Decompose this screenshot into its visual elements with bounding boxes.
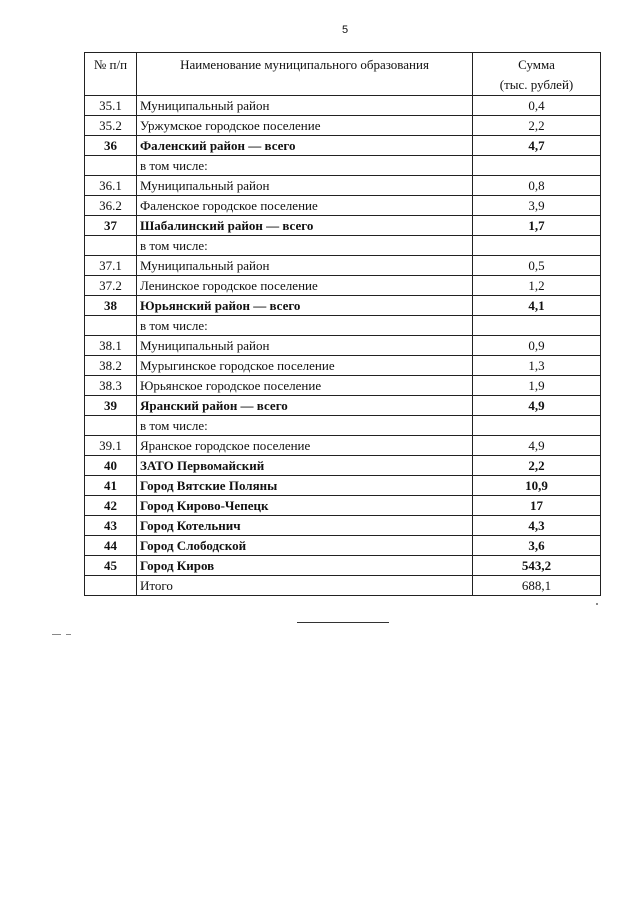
row-sum: 10,9 [473, 476, 601, 496]
table-row [85, 556, 601, 576]
row-sum: 4,9 [473, 436, 601, 456]
table-row [85, 496, 601, 516]
row-number: 37.1 [85, 256, 137, 276]
row-sum [473, 156, 601, 176]
row-municipality: ЗАТО Первомайский [137, 456, 473, 476]
table-row [85, 276, 601, 296]
row-sum [473, 236, 601, 256]
row-number: 38.1 [85, 336, 137, 356]
table-row [85, 356, 601, 376]
row-municipality: Мурыгинское городское поселение [137, 356, 473, 376]
row-number: 37.2 [85, 276, 137, 296]
row-sum: 3,6 [473, 536, 601, 556]
row-number [85, 236, 137, 256]
scan-mark [66, 634, 71, 635]
table-row [85, 336, 601, 356]
row-number: 38.2 [85, 356, 137, 376]
row-municipality: Муниципальный район [137, 336, 473, 356]
header-sum [473, 53, 601, 96]
scan-mark [596, 603, 598, 605]
row-sum: 0,8 [473, 176, 601, 196]
row-sum [473, 316, 601, 336]
row-municipality: Ленинское городское поселение [137, 276, 473, 296]
row-sum: 2,2 [473, 116, 601, 136]
header-municipality: Наименование муниципального образования [137, 53, 473, 96]
table-row [85, 96, 601, 116]
closing-rule [297, 622, 389, 623]
row-number: 39.1 [85, 436, 137, 456]
row-municipality: Муниципальный район [137, 96, 473, 116]
row-number [85, 156, 137, 176]
row-municipality: Фаленский район — всего [137, 136, 473, 156]
row-municipality: Муниципальный район [137, 256, 473, 276]
row-municipality: в том числе: [137, 236, 473, 256]
row-sum: 4,3 [473, 516, 601, 536]
row-number: 38.3 [85, 376, 137, 396]
row-sum: 4,1 [473, 296, 601, 316]
row-municipality: Город Котельнич [137, 516, 473, 536]
row-municipality: Яранское городское поселение [137, 436, 473, 456]
header-sum-label: Сумма [518, 57, 555, 72]
table-row [85, 536, 601, 556]
row-sum: 0,4 [473, 96, 601, 116]
row-sum: 688,1 [473, 576, 601, 596]
row-sum: 1,7 [473, 216, 601, 236]
row-sum: 0,5 [473, 256, 601, 276]
table-header-row [85, 53, 601, 96]
table-row [85, 436, 601, 456]
row-number: 35.1 [85, 96, 137, 116]
row-municipality: Город Вятские Поляны [137, 476, 473, 496]
row-municipality: Муниципальный район [137, 176, 473, 196]
table-row [85, 216, 601, 236]
table-row [85, 416, 601, 436]
row-number: 36 [85, 136, 137, 156]
row-number: 37 [85, 216, 137, 236]
row-number: 43 [85, 516, 137, 536]
row-sum: 3,9 [473, 196, 601, 216]
row-number: 42 [85, 496, 137, 516]
table-row [85, 316, 601, 336]
row-sum: 4,9 [473, 396, 601, 416]
table-row [85, 456, 601, 476]
row-municipality: Город Слободской [137, 536, 473, 556]
table-row [85, 196, 601, 216]
table-row [85, 376, 601, 396]
row-sum [473, 416, 601, 436]
row-number: 39 [85, 396, 137, 416]
table-row [85, 116, 601, 136]
row-sum: 0,9 [473, 336, 601, 356]
table-row [85, 236, 601, 256]
row-municipality: Уржумское городское поселение [137, 116, 473, 136]
subsidy-table [84, 52, 601, 596]
row-number: 40 [85, 456, 137, 476]
table-body [85, 96, 601, 596]
row-municipality: Яранский район — всего [137, 396, 473, 416]
row-number: 35.2 [85, 116, 137, 136]
header-number: № п/п [85, 53, 137, 96]
row-sum: 1,9 [473, 376, 601, 396]
row-number: 36.1 [85, 176, 137, 196]
table-row [85, 396, 601, 416]
table-row [85, 176, 601, 196]
page-number: 5 [341, 24, 349, 36]
row-municipality: Юрьянский район — всего [137, 296, 473, 316]
row-number: 36.2 [85, 196, 137, 216]
table-row [85, 156, 601, 176]
table-row [85, 576, 601, 596]
row-number [85, 416, 137, 436]
table-row [85, 256, 601, 276]
row-municipality: Город Киров [137, 556, 473, 576]
row-municipality: Итого [137, 576, 473, 596]
row-sum: 1,3 [473, 356, 601, 376]
row-municipality: Шабалинский район — всего [137, 216, 473, 236]
table-row [85, 476, 601, 496]
row-municipality: Город Кирово-Чепецк [137, 496, 473, 516]
row-number: 44 [85, 536, 137, 556]
table-row [85, 296, 601, 316]
row-sum: 4,7 [473, 136, 601, 156]
row-sum: 543,2 [473, 556, 601, 576]
row-sum: 17 [473, 496, 601, 516]
table-row [85, 516, 601, 536]
row-sum: 1,2 [473, 276, 601, 296]
row-number [85, 576, 137, 596]
scan-mark [52, 634, 61, 635]
row-number: 38 [85, 296, 137, 316]
row-municipality: Юрьянское городское поселение [137, 376, 473, 396]
table-row [85, 136, 601, 156]
row-sum: 2,2 [473, 456, 601, 476]
row-number [85, 316, 137, 336]
row-number: 41 [85, 476, 137, 496]
header-sum-unit: (тыс. рублей) [499, 77, 574, 92]
row-number: 45 [85, 556, 137, 576]
row-municipality: в том числе: [137, 156, 473, 176]
row-municipality: в том числе: [137, 416, 473, 436]
row-municipality: в том числе: [137, 316, 473, 336]
row-municipality: Фаленское городское поселение [137, 196, 473, 216]
